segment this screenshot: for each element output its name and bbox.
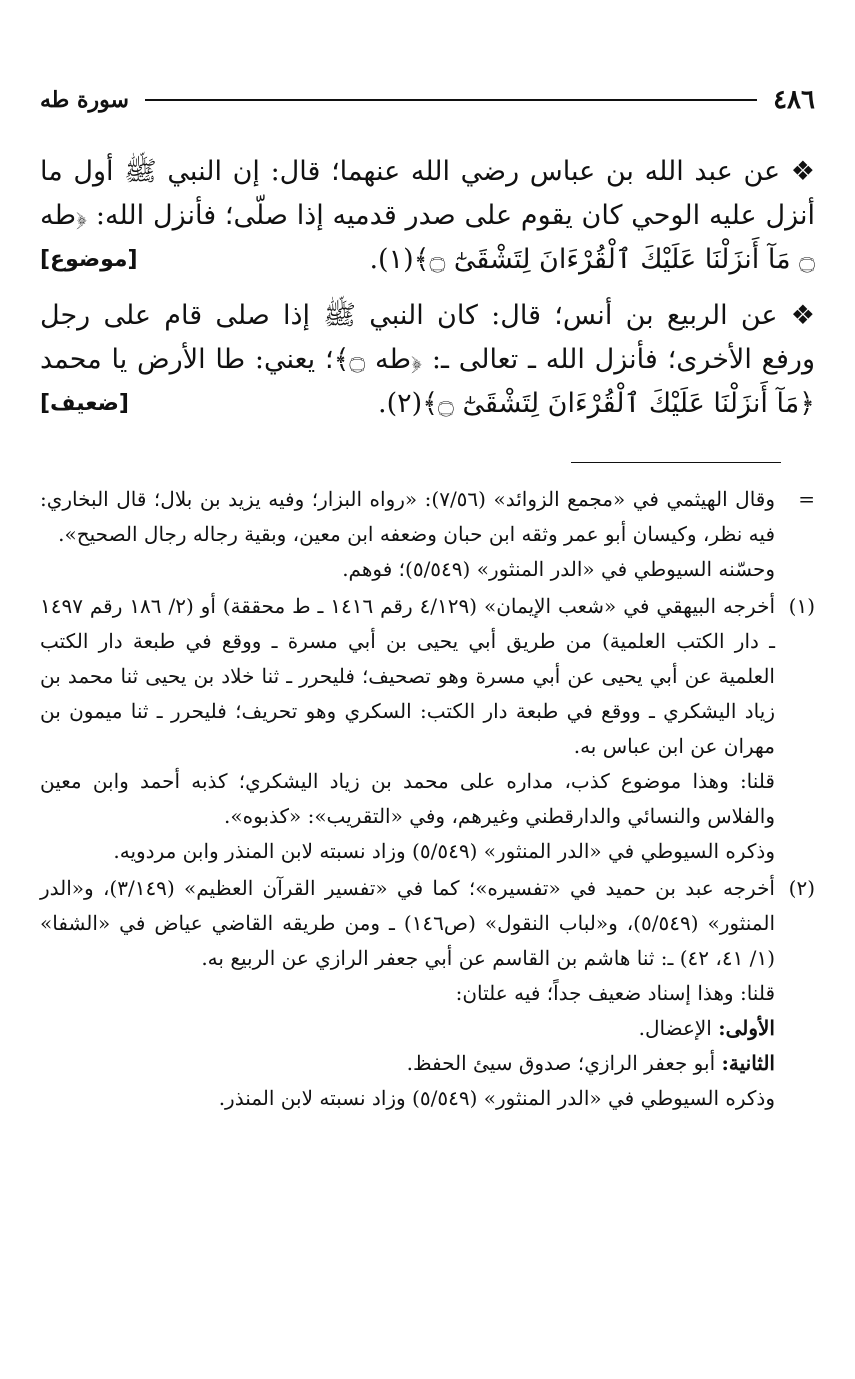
header-rule (145, 99, 757, 101)
footnote-text: الإعضال. (638, 1016, 719, 1040)
footnote-mark: = (798, 487, 815, 511)
footnote-2 (40, 871, 815, 1116)
footnote-line: وذكره السيوطي في «الدر المنثور» (٥/٥٤٩) وزاد نسبته لابن المنذر. (218, 1086, 775, 1110)
main-text (40, 150, 815, 438)
hadith-text-1: ❖ عن عبد الله بن عباس رضي الله عنهما؛ قال: إن النبي ﷺ أول ما أنزل عليه الوحي كان يقوم على صدر قدميه إذا صلّى؛ فأنزل الله: ﴿طه ۝ مَآ أَنزَلْنَا عَلَيْكَ ٱلْقُرْءَانَ لِتَشْقَىٰٓ ۝﴾(١). (40, 156, 815, 275)
hadith-paragraph-2 (40, 294, 815, 426)
footnote-line: أخرجه عبد بن حميد في «تفسيره»؛ كما في «تفسير القرآن العظيم» (٣/١٤٩)، و«الدر المنثور» (٥/٥٤٩)، و«لباب النقول» (ص١٤٦) ـ ومن طريقه القاضي عياض في «الشفا» (١/ ٤١، ٤٢) ـ: ثنا هاشم بن القاسم عن أبي جعفر الرازي عن الربيع به. (40, 876, 776, 970)
hadith-paragraph-1 (40, 150, 815, 282)
footnote-label: الأولى: (718, 1016, 775, 1040)
footnote-label: الثانية: (721, 1051, 775, 1075)
footnote-line: قلنا: وهذا إسناد ضعيف جداً؛ فيه علتان: (455, 981, 775, 1005)
footnote-mark: (٢) (788, 876, 815, 900)
footnote-line: قلنا: وهذا موضوع كذب، مداره على محمد بن زياد اليشكري؛ كذبه أحمد وابن معين والفلاس والنسائي والدارقطني وغيرهم، وفي «التقريب»: «كذبوه». (40, 769, 775, 828)
footnote-separator (571, 462, 781, 463)
grade-badge-2: [ضعيف] (40, 391, 129, 416)
footnote-line: وقال الهيثمي في «مجمع الزوائد» (٧/٥٦): «رواه البزار؛ وفيه يزيد بن بلال؛ قال البخاري: فيه نظر، وكيسان أبو عمر وثقه ابن حبان وضعفه ابن معين، وبقية رجاله رجال الصحيح». (40, 487, 776, 546)
footnote-mark: (١) (788, 594, 815, 618)
footnote-line: وذكره السيوطي في «الدر المنثور» (٥/٥٤٩) وزاد نسبته لابن المنذر وابن مردويه. (113, 839, 775, 863)
footnote-continuation (40, 482, 815, 587)
footnote-text: أبو جعفر الرازي؛ صدوق سيئ الحفظ. (406, 1051, 722, 1075)
footnote-line (40, 1011, 775, 1046)
grade-badge-1: [موضوع] (40, 247, 138, 272)
page-number: ٤٨٦ (773, 85, 815, 115)
footnote-line: وحسّنه السيوطي في «الدر المنثور» (٥/٥٤٩)؛ فوهم. (342, 557, 775, 581)
page-header (40, 78, 815, 122)
footnote-1 (40, 589, 815, 869)
footnote-line: أخرجه البيهقي في «شعب الإيمان» (٤/١٢٩ رقم ١٤١٦ ـ ط محققة) أو (٢/ ١٨٦ رقم ١٤٩٧ ـ دار الكتب العلمية) من طريق أبي يحيى بن أبي مسرة ـ ووقع في طبعة دار الكتب العلمية عن أبي يحيى عن أبي مسرة وهو تصحيف؛ فليحرر ـ ثنا خلاد بن يحيى ثنا محمد بن زياد اليشكري ـ ووقع في طبعة دار الكتب: السكري وهو تحريف؛ فليحرر ـ ثنا ميمون بن مهران عن ابن عباس به. (40, 594, 775, 758)
footnote-line (40, 1046, 775, 1081)
hadith-text-2: ❖ عن الربيع بن أنس؛ قال: كان النبي ﷺ إذا صلى قام على رجل ورفع الأخرى؛ فأنزل الله ـ تعالى ـ: ﴿طه ۝﴾؛ يعني: طا الأرض يا محمد ﴿مَآ أَنزَلْنَا عَلَيْكَ ٱلْقُرْءَانَ لِتَشْقَىٰٓ ۝﴾(٢). (40, 300, 815, 419)
sura-title: سورة طه (40, 87, 129, 113)
footnotes (40, 482, 815, 1118)
